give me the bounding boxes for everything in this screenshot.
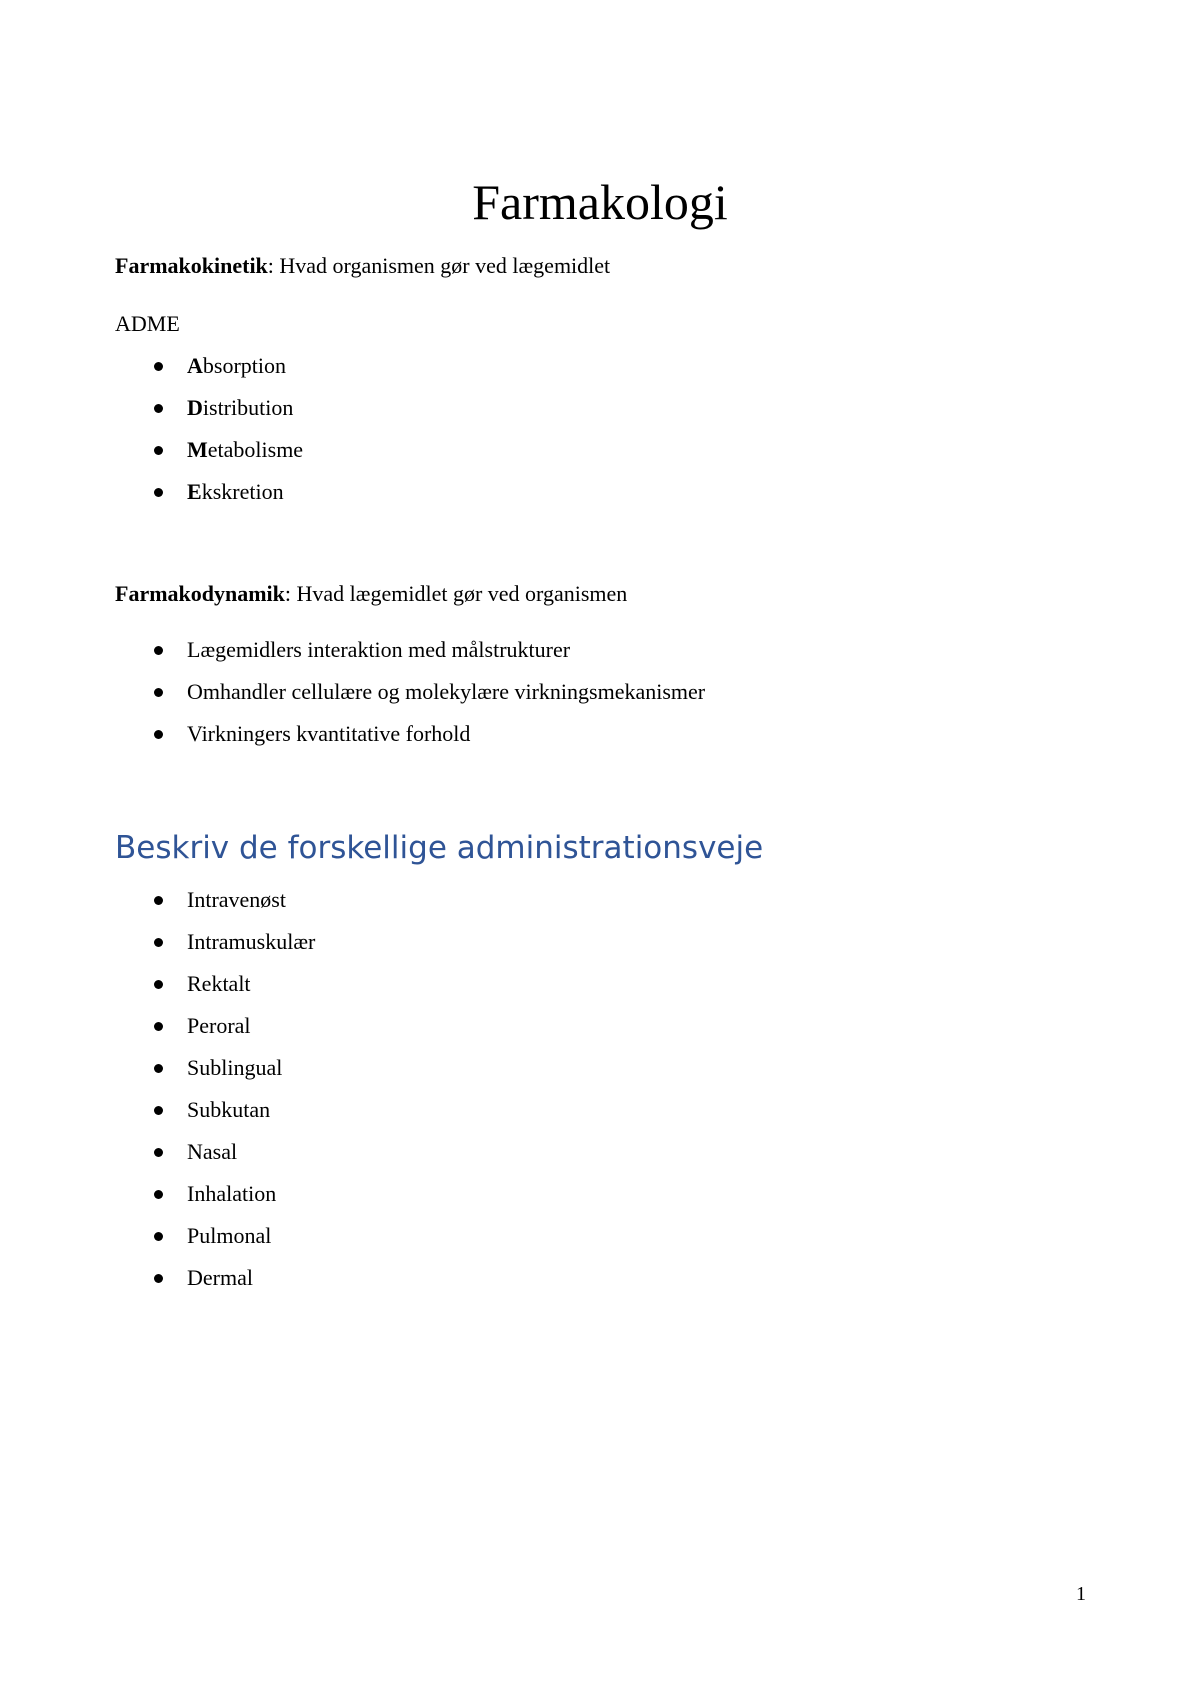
farmakodynamik-paragraph <box>115 580 627 608</box>
list-item: Intramuskulær <box>115 928 315 970</box>
bullet-icon <box>154 1148 163 1157</box>
list-item-distribution: Distribution <box>115 394 303 436</box>
list-item: Omhandler cellulære og molekylære virkningsmekanismer <box>115 678 705 720</box>
bullet-icon <box>154 730 163 739</box>
bullet-icon <box>154 688 163 697</box>
list-item-metabolisme: Metabolisme <box>115 436 303 478</box>
farmakodynamik-term: Farmakodynamik <box>115 581 285 606</box>
list-item: Virkningers kvantitative forhold <box>115 720 705 762</box>
farmakodynamik-definition: : Hvad lægemidlet gør ved organismen <box>284 581 628 606</box>
list-item: Sublingual <box>115 1054 315 1096</box>
list-item: Rektalt <box>115 970 315 1012</box>
administration-heading: Beskriv de forskellige administrationsveje <box>115 830 764 866</box>
adme-list <box>115 352 303 520</box>
bullet-icon <box>154 1190 163 1199</box>
bullet-icon <box>154 896 163 905</box>
bullet-icon <box>154 1022 163 1031</box>
list-item: Nasal <box>115 1138 315 1180</box>
farmakokinetik-term: Farmakokinetik <box>115 253 268 278</box>
bullet-icon <box>154 362 163 371</box>
bullet-icon <box>154 488 163 497</box>
list-item: Subkutan <box>115 1096 315 1138</box>
bullet-icon <box>154 1064 163 1073</box>
list-item-ekskretion: Ekskretion <box>115 478 303 520</box>
list-item: Peroral <box>115 1012 315 1054</box>
list-item-absorption: Absorption <box>115 352 303 394</box>
list-item: Pulmonal <box>115 1222 315 1264</box>
page-number: 1 <box>1076 1583 1086 1605</box>
bullet-icon <box>154 980 163 989</box>
list-item: Dermal <box>115 1264 315 1306</box>
list-item: Lægemidlers interaktion med målstrukturer <box>115 636 705 678</box>
farmakodynamik-list <box>115 636 705 762</box>
adme-label: ADME <box>115 311 180 336</box>
farmakokinetik-definition: : Hvad organismen gør ved lægemidlet <box>267 253 611 278</box>
bullet-icon <box>154 446 163 455</box>
bullet-icon <box>154 938 163 947</box>
document-title: Farmakologi <box>472 174 728 230</box>
farmakokinetik-paragraph <box>115 252 610 280</box>
bullet-icon <box>154 404 163 413</box>
bullet-icon <box>154 1232 163 1241</box>
list-item: Inhalation <box>115 1180 315 1222</box>
bullet-icon <box>154 1274 163 1283</box>
bullet-icon <box>154 1106 163 1115</box>
bullet-icon <box>154 646 163 655</box>
administration-list <box>115 886 315 1306</box>
list-item: Intravenøst <box>115 886 315 928</box>
